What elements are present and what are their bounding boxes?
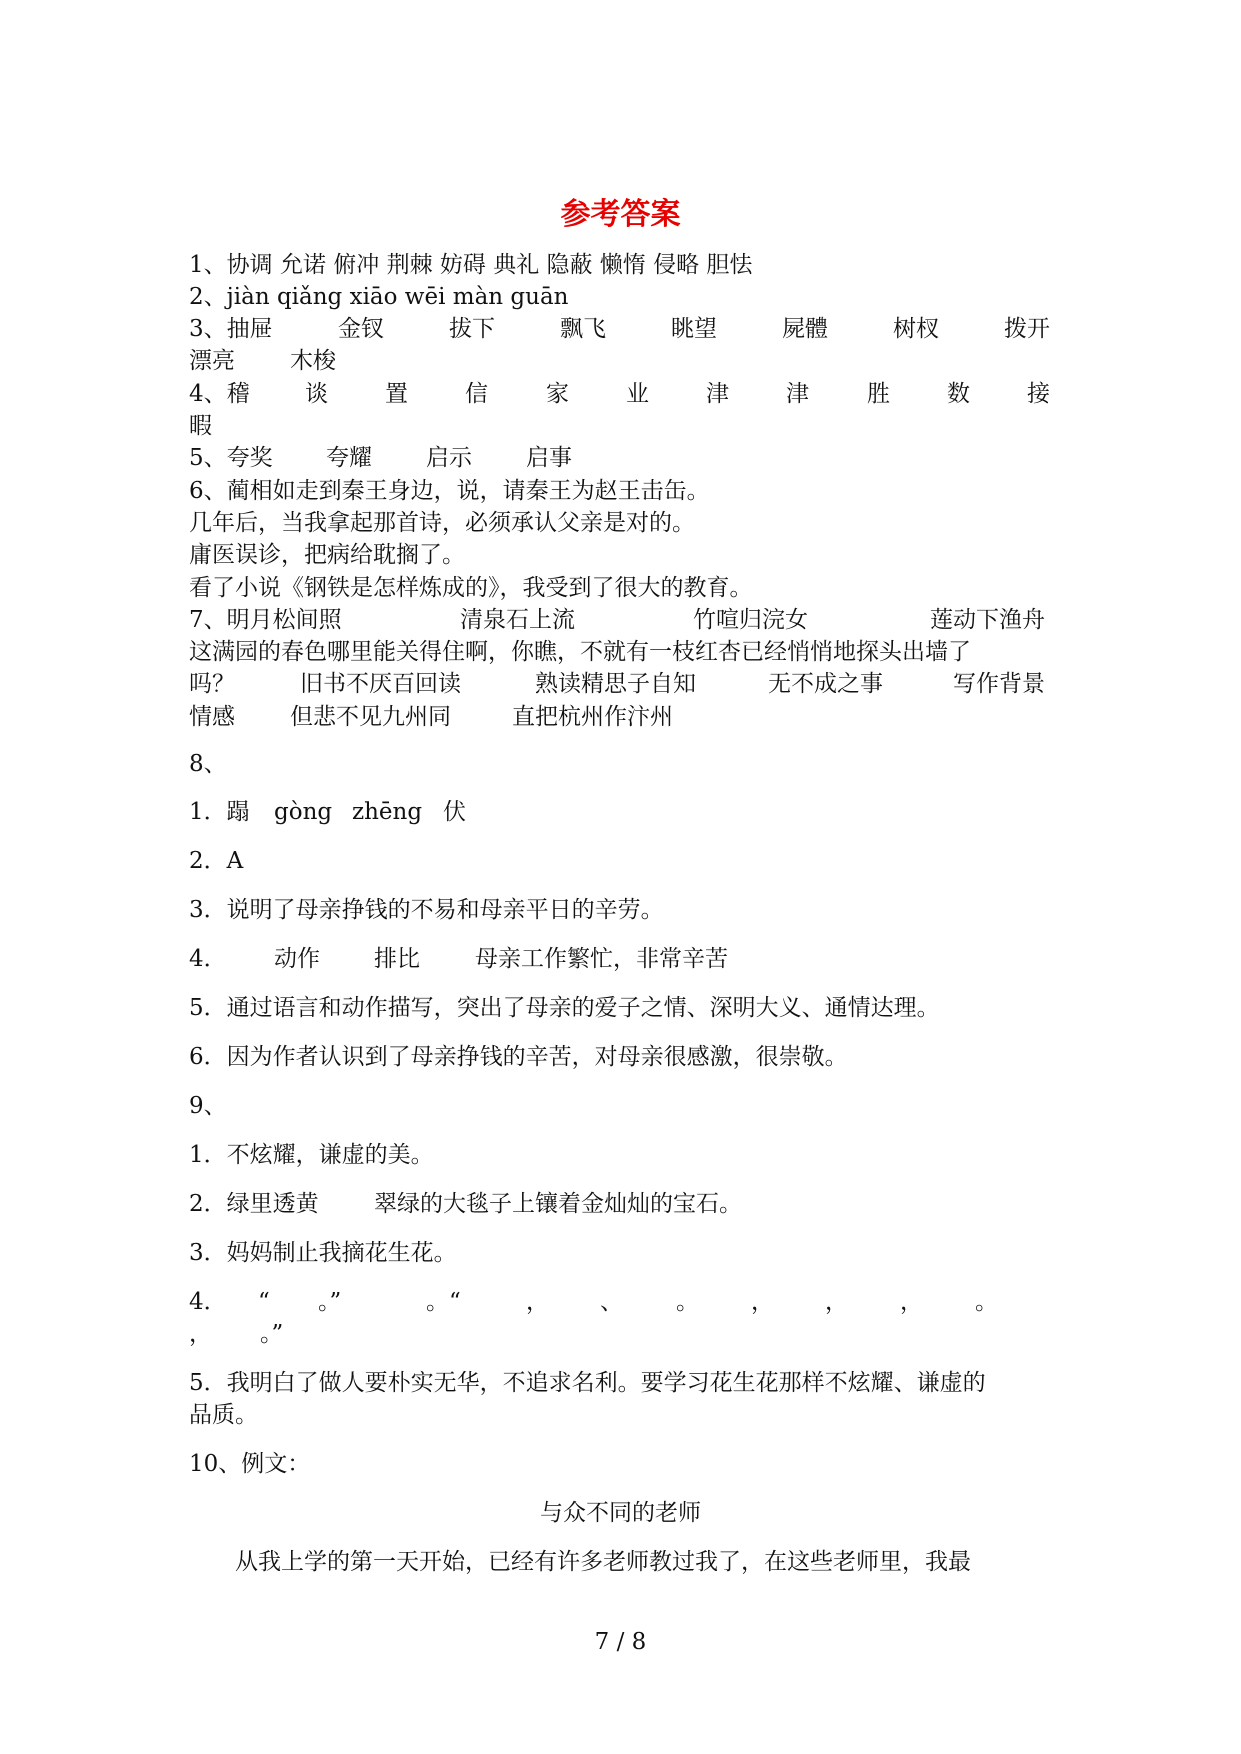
answer-4-char: 4、稽 bbox=[189, 381, 250, 407]
answer-9-item: 5．我明白了做人要朴实无华，不追求名利。要学习花生花那样不炫耀、谦虚的 bbox=[189, 1370, 986, 1396]
answer-6-line: 6、蔺相如走到秦王身边，说，请秦王为赵王击缶。 bbox=[189, 478, 710, 504]
answer-3-word: 金钗 bbox=[338, 316, 384, 342]
punctuation-mark: ， bbox=[189, 1321, 212, 1347]
answer-9-item: 翠绿的大毯子上镶着金灿灿的宝石。 bbox=[374, 1191, 742, 1217]
answer-9-item: 2．绿里透黄 bbox=[189, 1191, 319, 1217]
answer-5-word: 5、夸奖 bbox=[189, 445, 273, 471]
answer-4-char: 胜 bbox=[867, 381, 890, 407]
answer-8-item: 5．通过语言和动作描写，突出了母亲的爱子之情、深明大义、通情达理。 bbox=[189, 995, 940, 1021]
answer-2: 2、jiàn qiǎng xiāo wēi màn guān bbox=[189, 284, 569, 310]
answer-7-verse: 旧书不厌百回读 bbox=[300, 671, 461, 697]
answer-8-word: 母亲工作繁忙，非常辛苦 bbox=[475, 946, 728, 972]
answer-3-word: 拔下 bbox=[449, 316, 495, 342]
answer-5-word: 启示 bbox=[426, 445, 472, 471]
answer-3-word: 树杈 bbox=[893, 316, 939, 342]
answer-7-verse: 莲动下渔舟 bbox=[930, 607, 1045, 633]
answer-10-heading: 10、例文： bbox=[189, 1451, 311, 1477]
answer-1: 1、协调 允诺 俯冲 荆棘 妨碍 典礼 隐蔽 懒惰 侵略 胆怯 bbox=[189, 252, 753, 278]
answer-3-word: 漂亮 bbox=[189, 348, 235, 374]
answer-3-word: 木梭 bbox=[290, 348, 336, 374]
punctuation-mark: ， bbox=[751, 1289, 774, 1315]
punctuation-mark: 。“ bbox=[426, 1289, 461, 1315]
answer-9-item: 品质。 bbox=[189, 1402, 258, 1428]
answer-4-char: 接 bbox=[1027, 381, 1050, 407]
punctuation-mark: 。 bbox=[975, 1289, 998, 1315]
answer-7-verse: 情感 bbox=[189, 704, 235, 730]
answer-4-char: 津 bbox=[706, 381, 729, 407]
answer-7-verse: 7、明月松间照 bbox=[189, 607, 342, 633]
answer-3-word: 飘飞 bbox=[560, 316, 606, 342]
punctuation-mark: ， bbox=[526, 1289, 549, 1315]
answer-4-char: 津 bbox=[786, 381, 809, 407]
answer-9-item: 3．妈妈制止我摘花生花。 bbox=[189, 1240, 457, 1266]
answer-5-word: 夸耀 bbox=[326, 445, 372, 471]
answer-6-line: 几年后，当我拿起那首诗，必须承认父亲是对的。 bbox=[189, 510, 695, 536]
answer-8-item: 6．因为作者认识到了母亲挣钱的辛苦，对母亲很感激，很崇敬。 bbox=[189, 1044, 848, 1070]
punctuation-mark: ， bbox=[900, 1289, 923, 1315]
answer-8-heading: 8、 bbox=[189, 751, 227, 777]
answer-4-char: 谈 bbox=[305, 381, 328, 407]
answer-7-verse: 写作背景 bbox=[953, 671, 1045, 697]
answer-8-char: 伏 bbox=[443, 799, 466, 825]
answer-6-line: 看了小说《钢铁是怎样炼成的》，我受到了很大的教育。 bbox=[189, 575, 753, 601]
answer-7-verse: 但悲不见九州同 bbox=[290, 704, 451, 730]
answer-9-item: 1．不炫耀，谦虚的美。 bbox=[189, 1142, 434, 1168]
answer-8-pinyin: gòng bbox=[274, 799, 333, 825]
punctuation-mark: 。” bbox=[318, 1289, 342, 1315]
answer-8-word: 排比 bbox=[374, 946, 420, 972]
answer-8-item: 2．A bbox=[189, 848, 244, 874]
essay-title: 与众不同的老师 bbox=[540, 1500, 701, 1526]
page-number: 7 / 8 bbox=[594, 1629, 647, 1655]
answer-7-verse: 熟读精思子自知 bbox=[535, 671, 696, 697]
answer-8-item: 1．蹋 bbox=[189, 799, 250, 825]
punctuation-mark: “ bbox=[258, 1289, 270, 1315]
essay-paragraph: 从我上学的第一天开始，已经有许多老师教过我了，在这些老师里，我最 bbox=[235, 1549, 971, 1575]
answer-8-word: 动作 bbox=[274, 946, 320, 972]
answer-8-pinyin: zhēng bbox=[352, 799, 423, 825]
answer-3-word: 拨开 bbox=[1004, 316, 1050, 342]
answer-7-verse: 清泉石上流 bbox=[460, 607, 575, 633]
answer-7-verse: 直把杭州作汴州 bbox=[512, 704, 673, 730]
answer-9-item: 4． bbox=[189, 1289, 227, 1315]
answer-4-char: 置 bbox=[385, 381, 408, 407]
answer-4-char: 暇 bbox=[189, 413, 212, 439]
answer-3-word: 眺望 bbox=[671, 316, 717, 342]
answer-7-line: 这满园的春色哪里能关得住啊，你瞧，不就有一枝红杏已经悄悄地探头出墙了 bbox=[189, 639, 971, 665]
punctuation-mark: 。” bbox=[260, 1321, 284, 1347]
answer-3-word: 屍體 bbox=[782, 316, 828, 342]
answer-8-item: 4． bbox=[189, 946, 227, 972]
punctuation-mark: 、 bbox=[600, 1289, 623, 1315]
answer-7-verse: 吗？ bbox=[189, 671, 235, 697]
answer-4-char: 业 bbox=[626, 381, 649, 407]
answer-4-char: 数 bbox=[947, 381, 970, 407]
answer-4-char: 家 bbox=[546, 381, 569, 407]
answer-3-word: 3、抽屉 bbox=[189, 316, 273, 342]
answer-8-item: 3．说明了母亲挣钱的不易和母亲平日的辛劳。 bbox=[189, 897, 664, 923]
answer-9-heading: 9、 bbox=[189, 1093, 227, 1119]
answer-5-word: 启事 bbox=[526, 445, 572, 471]
answer-7-verse: 竹喧归浣女 bbox=[693, 607, 808, 633]
answer-7-verse: 无不成之事 bbox=[768, 671, 883, 697]
page-title: 参考答案 bbox=[560, 197, 681, 232]
punctuation-mark: ， bbox=[825, 1289, 848, 1315]
punctuation-mark: 。 bbox=[676, 1289, 699, 1315]
answer-4-char: 信 bbox=[465, 381, 488, 407]
answer-6-line: 庸医误诊，把病给耽搁了。 bbox=[189, 542, 465, 568]
